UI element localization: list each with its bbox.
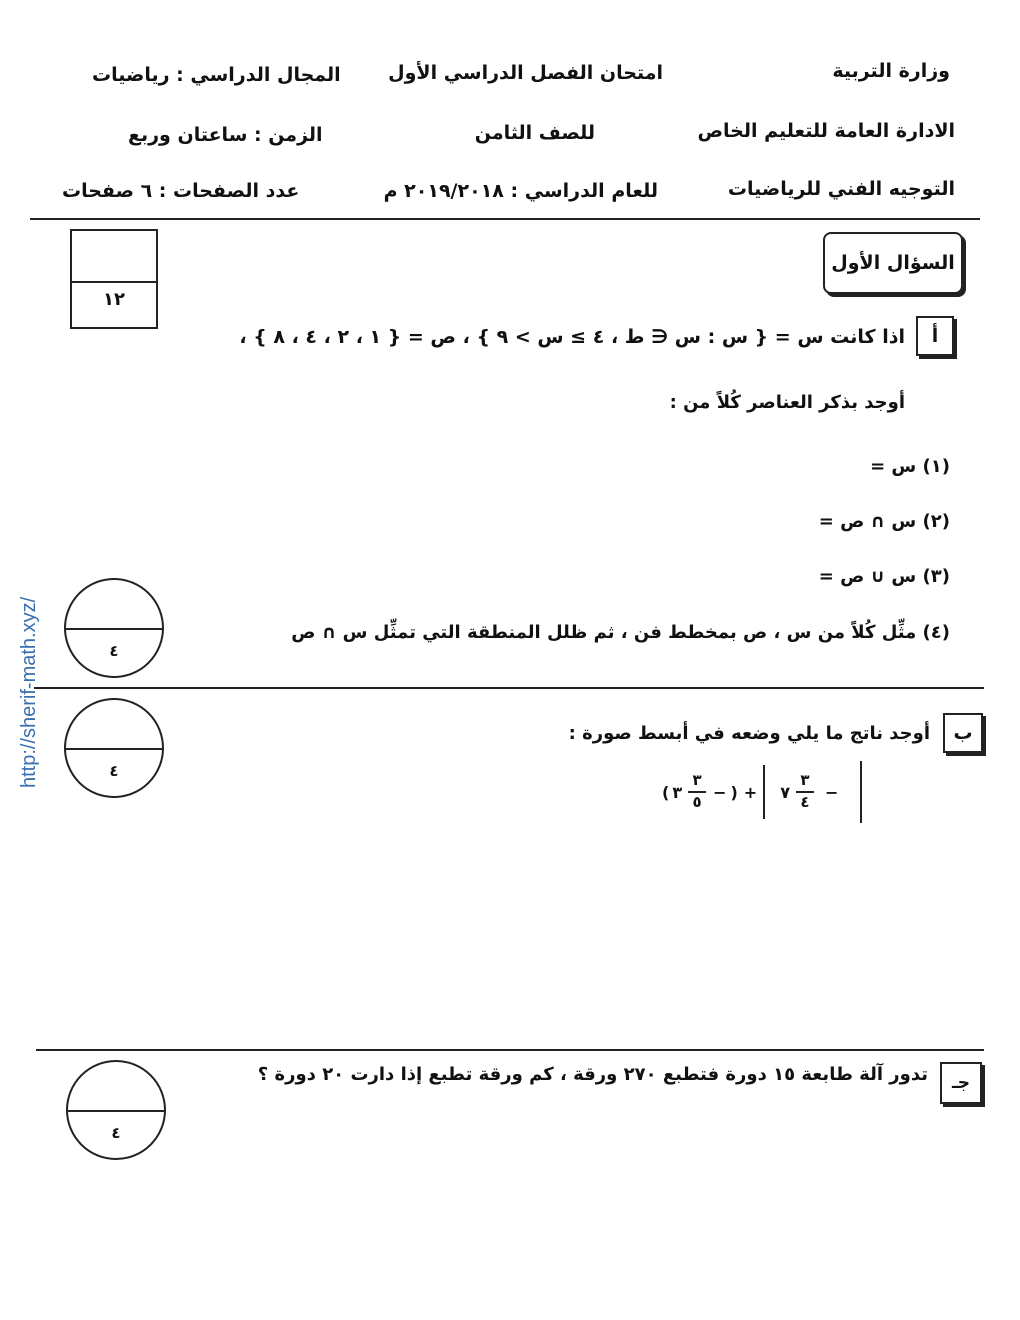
paren-denominator: ٥ [692,793,702,811]
abs-denominator: ٤ [800,793,810,811]
paren-minus-sign: − [713,782,727,802]
abs-numerator: ٣ [800,771,810,790]
exam-title: امتحان الفصل الدراسي الأول [388,62,663,84]
part-b-instruction: أوجد ناتج ما يلي وضعه في أبسط صورة : [568,723,930,744]
abs-bar-left [763,765,765,819]
score-box-divider [72,281,156,283]
part-c-label-box [940,1062,982,1104]
paren-fraction [688,773,706,811]
abs-minus-sign: − [824,782,839,802]
part-a-item-2: (٢) س ∩ ص = [818,511,950,532]
part-a-label-box [916,316,954,356]
header-divider [30,218,980,220]
paren-numerator: ٣ [692,771,702,790]
abs-fraction [796,773,814,811]
abs-bar-right [860,761,862,823]
part-a-label: أ [931,325,939,347]
part-a-score: ٤ [109,642,119,660]
total-score-box [70,229,158,329]
grade-label: للصف الثامن [474,122,595,144]
part-a-statement: اذا كانت س = { س : س ∈ ط ، ٤ ≥ س > ٩ } ، ص = { ١ ، ٢ ، ٤ ، ٨ } ، [239,326,905,348]
part-b-expression [662,764,862,820]
subject-field: المجال الدراسي : رياضيات [92,64,341,86]
part-b-divider [36,1049,984,1051]
part-b-label-box [943,713,983,753]
part-b-score: ٤ [109,762,119,780]
circle-divider [68,1110,164,1112]
total-score: ١٢ [103,289,125,310]
part-b-label: ب [953,722,973,744]
part-a-item-4: (٤) مثِّل كُلاً من س ، ص بمخطط فن ، ثم ظلل المنطقة التي تمثِّل س ∩ ص [291,622,950,643]
question-title: السؤال الأول [831,252,955,274]
page-count: عدد الصفحات : ٦ صفحات [62,180,300,202]
watermark-url: http://sherif-math.xyz/ [18,596,40,788]
part-c-score-circle [66,1060,166,1160]
academic-year: للعام الدراسي : ٢٠١٩/٢٠١٨ م [383,180,658,202]
exam-duration: الزمن : ساعتان وربع [128,124,323,146]
circle-divider [66,628,162,630]
part-a-instruction: أوجد بذكر العناصر كُلاً من : [669,392,905,413]
plus-sign: + [743,782,758,802]
ministry-name: وزارة التربية [832,60,950,82]
part-a-item-3: (٣) س ∪ ص = [818,566,950,587]
part-c-score: ٤ [111,1124,121,1142]
part-a-score-circle [64,578,164,678]
open-paren: ( [662,782,670,802]
part-a-divider [34,687,984,689]
part-a-item-1: (١) س = [870,456,950,477]
part-c-statement: تدور آلة طابعة ١٥ دورة فتطبع ٢٧٠ ورقة ، كم ورقة تطبع إذا دارت ٢٠ دورة ؟ [257,1064,928,1085]
part-b-score-circle [64,698,164,798]
close-paren: ) [730,782,738,802]
supervision-name: التوجيه الفني للرياضيات [727,178,955,200]
circle-divider [66,748,162,750]
part-c-label: جـ [951,1073,971,1093]
paren-whole: ٣ [672,782,683,802]
question-title-box [823,232,963,294]
abs-whole: ٧ [780,782,790,802]
administration-name: الادارة العامة للتعليم الخاص [697,120,955,142]
